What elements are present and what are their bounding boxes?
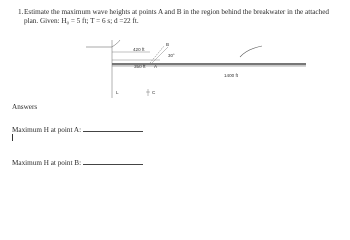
answer-point-a-blank[interactable] — [83, 125, 143, 132]
question-number: 1. — [18, 8, 24, 16]
answer-point-a — [12, 125, 143, 134]
label-350ft: 350 ft — [134, 64, 146, 69]
answer-point-b-label: Maximum H at point B: — [12, 159, 82, 167]
breakwater-right-curve — [240, 46, 262, 57]
answer-point-b — [12, 158, 143, 167]
ray-to-b — [150, 46, 164, 63]
breakwater-left-curve — [112, 40, 120, 47]
label-point-a: A — [154, 64, 158, 69]
label-1400ft: 1400 ft — [224, 73, 239, 78]
text-cursor — [12, 134, 13, 141]
answer-point-b-blank[interactable] — [83, 158, 143, 165]
question-text — [18, 8, 342, 25]
label-point-c: C — [152, 90, 156, 95]
breakwater-diagram — [0, 30, 350, 102]
answers-heading: Answers — [12, 103, 38, 111]
label-angle: 30° — [168, 53, 175, 58]
answer-point-a-label: Maximum H at point A: — [12, 126, 82, 134]
question-body: Estimate the maximum wave heights at points A and B in the region behind the breakwater in the attached plan. Given: H₀ = 5 ft; T = 6 s; d =22 ft. — [24, 8, 329, 25]
label-point-l: L — [116, 90, 119, 95]
label-420ft: 420 ft — [133, 47, 145, 52]
label-point-b: B — [166, 42, 170, 47]
ray-to-b-2 — [152, 47, 168, 63]
